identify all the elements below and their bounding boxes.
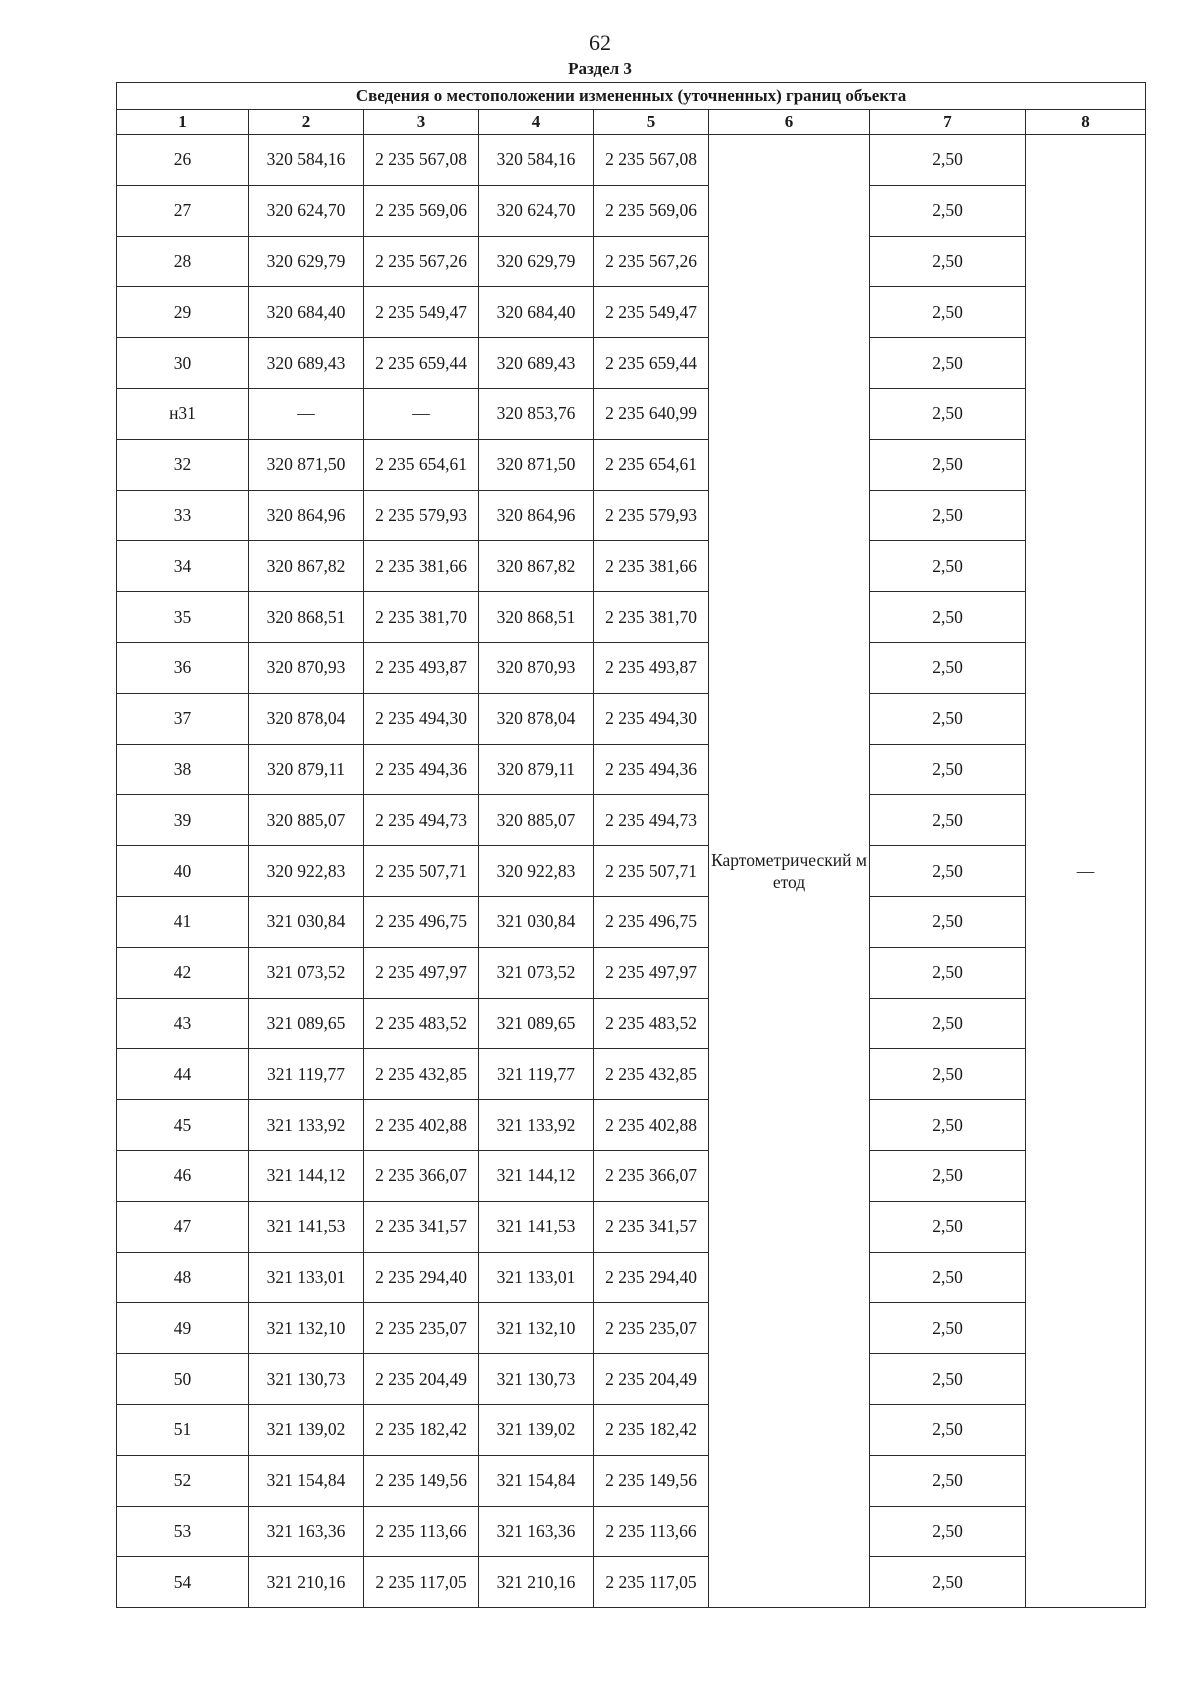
- y-new-cell: 2 235 204,49: [594, 1354, 709, 1405]
- x-new-cell: 321 130,73: [479, 1354, 594, 1405]
- y-old-cell: 2 235 235,07: [364, 1303, 479, 1354]
- table-row: [117, 744, 1146, 795]
- precision-cell: 2,50: [870, 947, 1026, 998]
- x-new-cell: 320 879,11: [479, 744, 594, 795]
- y-new-cell: 2 235 494,36: [594, 744, 709, 795]
- x-old-cell: 320 870,93: [249, 642, 364, 693]
- x-old-cell: 320 689,43: [249, 338, 364, 389]
- table-row: [117, 642, 1146, 693]
- y-old-cell: 2 235 493,87: [364, 642, 479, 693]
- y-old-cell: 2 235 117,05: [364, 1557, 479, 1608]
- x-old-cell: 321 030,84: [249, 896, 364, 947]
- y-new-cell: 2 235 235,07: [594, 1303, 709, 1354]
- y-new-cell: 2 235 569,06: [594, 185, 709, 236]
- column-8-cell: —: [1026, 135, 1146, 1608]
- y-old-cell: 2 235 654,61: [364, 439, 479, 490]
- y-new-cell: 2 235 493,87: [594, 642, 709, 693]
- x-new-cell: 320 878,04: [479, 693, 594, 744]
- y-old-cell: 2 235 494,36: [364, 744, 479, 795]
- point-id-cell: 32: [117, 439, 249, 490]
- y-new-cell: 2 235 497,97: [594, 947, 709, 998]
- point-id-cell: 39: [117, 795, 249, 846]
- y-new-cell: 2 235 341,57: [594, 1201, 709, 1252]
- x-old-cell: 321 139,02: [249, 1404, 364, 1455]
- y-new-cell: 2 235 149,56: [594, 1455, 709, 1506]
- point-id-cell: 47: [117, 1201, 249, 1252]
- precision-cell: 2,50: [870, 541, 1026, 592]
- point-id-cell: 34: [117, 541, 249, 592]
- table-row: [117, 693, 1146, 744]
- precision-cell: 2,50: [870, 896, 1026, 947]
- point-id-cell: 48: [117, 1252, 249, 1303]
- column-number-row: [117, 110, 1146, 135]
- x-old-cell: 320 871,50: [249, 439, 364, 490]
- point-id-cell: 51: [117, 1404, 249, 1455]
- y-new-cell: 2 235 579,93: [594, 490, 709, 541]
- x-new-cell: 320 885,07: [479, 795, 594, 846]
- point-id-cell: н31: [117, 388, 249, 439]
- precision-cell: 2,50: [870, 592, 1026, 643]
- point-id-cell: 43: [117, 998, 249, 1049]
- point-id-cell: 35: [117, 592, 249, 643]
- y-new-cell: 2 235 496,75: [594, 896, 709, 947]
- x-new-cell: 320 867,82: [479, 541, 594, 592]
- x-old-cell: 321 130,73: [249, 1354, 364, 1405]
- x-old-cell: 320 885,07: [249, 795, 364, 846]
- table-row: [117, 236, 1146, 287]
- x-old-cell: 320 922,83: [249, 846, 364, 897]
- y-old-cell: 2 235 432,85: [364, 1049, 479, 1100]
- x-new-cell: 320 584,16: [479, 135, 594, 186]
- y-new-cell: 2 235 654,61: [594, 439, 709, 490]
- x-new-cell: 320 853,76: [479, 388, 594, 439]
- y-old-cell: 2 235 567,26: [364, 236, 479, 287]
- precision-cell: 2,50: [870, 135, 1026, 186]
- precision-cell: 2,50: [870, 998, 1026, 1049]
- point-id-cell: 27: [117, 185, 249, 236]
- point-id-cell: 46: [117, 1150, 249, 1201]
- precision-cell: 2,50: [870, 1049, 1026, 1100]
- column-number: 8: [1026, 110, 1146, 135]
- x-new-cell: 320 864,96: [479, 490, 594, 541]
- table-body: [117, 135, 1146, 1608]
- x-old-cell: 321 132,10: [249, 1303, 364, 1354]
- y-old-cell: —: [364, 388, 479, 439]
- table-row: [117, 1455, 1146, 1506]
- precision-cell: 2,50: [870, 1303, 1026, 1354]
- point-id-cell: 50: [117, 1354, 249, 1405]
- table-row: [117, 795, 1146, 846]
- y-old-cell: 2 235 113,66: [364, 1506, 479, 1557]
- point-id-cell: 28: [117, 236, 249, 287]
- x-new-cell: 321 073,52: [479, 947, 594, 998]
- table-row: [117, 490, 1146, 541]
- x-old-cell: 320 629,79: [249, 236, 364, 287]
- table-row: [117, 185, 1146, 236]
- point-id-cell: 26: [117, 135, 249, 186]
- point-id-cell: 37: [117, 693, 249, 744]
- precision-cell: 2,50: [870, 1150, 1026, 1201]
- point-id-cell: 49: [117, 1303, 249, 1354]
- table-caption-row: [117, 83, 1146, 110]
- x-old-cell: 320 867,82: [249, 541, 364, 592]
- x-new-cell: 321 119,77: [479, 1049, 594, 1100]
- precision-cell: 2,50: [870, 1252, 1026, 1303]
- point-id-cell: 42: [117, 947, 249, 998]
- table-row: [117, 439, 1146, 490]
- table-row: [117, 947, 1146, 998]
- y-old-cell: 2 235 402,88: [364, 1100, 479, 1151]
- table-row: [117, 1252, 1146, 1303]
- x-old-cell: 320 684,40: [249, 287, 364, 338]
- y-new-cell: 2 235 182,42: [594, 1404, 709, 1455]
- x-old-cell: 321 154,84: [249, 1455, 364, 1506]
- x-new-cell: 321 141,53: [479, 1201, 594, 1252]
- y-old-cell: 2 235 341,57: [364, 1201, 479, 1252]
- point-id-cell: 38: [117, 744, 249, 795]
- x-old-cell: —: [249, 388, 364, 439]
- column-number: 3: [364, 110, 479, 135]
- x-old-cell: 320 878,04: [249, 693, 364, 744]
- x-new-cell: 321 089,65: [479, 998, 594, 1049]
- precision-cell: 2,50: [870, 388, 1026, 439]
- table-row: [117, 287, 1146, 338]
- point-id-cell: 36: [117, 642, 249, 693]
- column-number: 4: [479, 110, 594, 135]
- y-new-cell: 2 235 483,52: [594, 998, 709, 1049]
- y-old-cell: 2 235 569,06: [364, 185, 479, 236]
- point-id-cell: 30: [117, 338, 249, 389]
- x-new-cell: 320 870,93: [479, 642, 594, 693]
- y-new-cell: 2 235 567,26: [594, 236, 709, 287]
- x-new-cell: 321 133,92: [479, 1100, 594, 1151]
- x-old-cell: 321 163,36: [249, 1506, 364, 1557]
- y-old-cell: 2 235 496,75: [364, 896, 479, 947]
- point-id-cell: 52: [117, 1455, 249, 1506]
- y-old-cell: 2 235 182,42: [364, 1404, 479, 1455]
- table-row: [117, 541, 1146, 592]
- column-number: 1: [117, 110, 249, 135]
- table-row: [117, 1404, 1146, 1455]
- y-new-cell: 2 235 507,71: [594, 846, 709, 897]
- x-new-cell: 321 132,10: [479, 1303, 594, 1354]
- precision-cell: 2,50: [870, 642, 1026, 693]
- y-new-cell: 2 235 113,66: [594, 1506, 709, 1557]
- precision-cell: 2,50: [870, 795, 1026, 846]
- y-new-cell: 2 235 294,40: [594, 1252, 709, 1303]
- table-caption: Сведения о местоположении измененных (уточненных) границ объекта: [117, 83, 1146, 110]
- table-row: [117, 338, 1146, 389]
- table-row: [117, 388, 1146, 439]
- point-id-cell: 29: [117, 287, 249, 338]
- x-old-cell: 321 210,16: [249, 1557, 364, 1608]
- x-new-cell: 320 868,51: [479, 592, 594, 643]
- y-new-cell: 2 235 432,85: [594, 1049, 709, 1100]
- point-id-cell: 40: [117, 846, 249, 897]
- table-row: [117, 1150, 1146, 1201]
- y-old-cell: 2 235 204,49: [364, 1354, 479, 1405]
- y-new-cell: 2 235 117,05: [594, 1557, 709, 1608]
- point-id-cell: 54: [117, 1557, 249, 1608]
- x-old-cell: 320 624,70: [249, 185, 364, 236]
- point-id-cell: 53: [117, 1506, 249, 1557]
- table-row: [117, 1557, 1146, 1608]
- precision-cell: 2,50: [870, 693, 1026, 744]
- x-new-cell: 321 163,36: [479, 1506, 594, 1557]
- y-old-cell: 2 235 381,66: [364, 541, 479, 592]
- x-new-cell: 321 133,01: [479, 1252, 594, 1303]
- page-number: 62: [589, 30, 611, 55]
- x-new-cell: 320 922,83: [479, 846, 594, 897]
- column-number: 5: [594, 110, 709, 135]
- y-old-cell: 2 235 549,47: [364, 287, 479, 338]
- y-old-cell: 2 235 579,93: [364, 490, 479, 541]
- y-old-cell: 2 235 483,52: [364, 998, 479, 1049]
- x-old-cell: 321 133,01: [249, 1252, 364, 1303]
- x-new-cell: 320 624,70: [479, 185, 594, 236]
- precision-cell: 2,50: [870, 185, 1026, 236]
- table-row: [117, 1506, 1146, 1557]
- y-new-cell: 2 235 366,07: [594, 1150, 709, 1201]
- table-row: [117, 1049, 1146, 1100]
- x-new-cell: 320 684,40: [479, 287, 594, 338]
- x-new-cell: 321 139,02: [479, 1404, 594, 1455]
- y-new-cell: 2 235 381,70: [594, 592, 709, 643]
- precision-cell: 2,50: [870, 439, 1026, 490]
- x-old-cell: 321 073,52: [249, 947, 364, 998]
- x-new-cell: 321 030,84: [479, 896, 594, 947]
- y-new-cell: 2 235 640,99: [594, 388, 709, 439]
- column-number: 6: [709, 110, 870, 135]
- x-old-cell: 320 868,51: [249, 592, 364, 643]
- x-old-cell: 321 144,12: [249, 1150, 364, 1201]
- table-row: [117, 1201, 1146, 1252]
- precision-cell: 2,50: [870, 846, 1026, 897]
- precision-cell: 2,50: [870, 1404, 1026, 1455]
- x-old-cell: 321 089,65: [249, 998, 364, 1049]
- table-row: [117, 846, 1146, 897]
- precision-cell: 2,50: [870, 490, 1026, 541]
- point-id-cell: 41: [117, 896, 249, 947]
- precision-cell: 2,50: [870, 287, 1026, 338]
- y-old-cell: 2 235 507,71: [364, 846, 479, 897]
- precision-cell: 2,50: [870, 744, 1026, 795]
- table-row: [117, 1100, 1146, 1151]
- table-row: [117, 896, 1146, 947]
- x-new-cell: 321 144,12: [479, 1150, 594, 1201]
- precision-cell: 2,50: [870, 1506, 1026, 1557]
- y-old-cell: 2 235 294,40: [364, 1252, 479, 1303]
- y-old-cell: 2 235 567,08: [364, 135, 479, 186]
- table-row: [117, 1303, 1146, 1354]
- y-new-cell: 2 235 659,44: [594, 338, 709, 389]
- precision-cell: 2,50: [870, 1557, 1026, 1608]
- coordinates-table: [116, 82, 1146, 1608]
- precision-cell: 2,50: [870, 1201, 1026, 1252]
- precision-cell: 2,50: [870, 236, 1026, 287]
- y-new-cell: 2 235 494,30: [594, 693, 709, 744]
- y-new-cell: 2 235 549,47: [594, 287, 709, 338]
- method-cell: Картометрический метод: [709, 135, 870, 1608]
- x-new-cell: 320 871,50: [479, 439, 594, 490]
- y-old-cell: 2 235 149,56: [364, 1455, 479, 1506]
- y-new-cell: 2 235 381,66: [594, 541, 709, 592]
- x-new-cell: 321 154,84: [479, 1455, 594, 1506]
- table-row: [117, 998, 1146, 1049]
- y-old-cell: 2 235 494,30: [364, 693, 479, 744]
- y-new-cell: 2 235 494,73: [594, 795, 709, 846]
- x-old-cell: 320 584,16: [249, 135, 364, 186]
- precision-cell: 2,50: [870, 1354, 1026, 1405]
- point-id-cell: 33: [117, 490, 249, 541]
- column-number: 2: [249, 110, 364, 135]
- table-row: [117, 135, 1146, 186]
- x-new-cell: 321 210,16: [479, 1557, 594, 1608]
- precision-cell: 2,50: [870, 338, 1026, 389]
- x-new-cell: 320 689,43: [479, 338, 594, 389]
- y-old-cell: 2 235 381,70: [364, 592, 479, 643]
- x-new-cell: 320 629,79: [479, 236, 594, 287]
- column-number: 7: [870, 110, 1026, 135]
- x-old-cell: 320 864,96: [249, 490, 364, 541]
- y-old-cell: 2 235 659,44: [364, 338, 479, 389]
- precision-cell: 2,50: [870, 1455, 1026, 1506]
- section-title: Раздел 3: [568, 59, 632, 78]
- point-id-cell: 45: [117, 1100, 249, 1151]
- x-old-cell: 321 141,53: [249, 1201, 364, 1252]
- y-new-cell: 2 235 567,08: [594, 135, 709, 186]
- y-old-cell: 2 235 366,07: [364, 1150, 479, 1201]
- point-id-cell: 44: [117, 1049, 249, 1100]
- table-row: [117, 592, 1146, 643]
- y-new-cell: 2 235 402,88: [594, 1100, 709, 1151]
- y-old-cell: 2 235 494,73: [364, 795, 479, 846]
- precision-cell: 2,50: [870, 1100, 1026, 1151]
- table-row: [117, 1354, 1146, 1405]
- x-old-cell: 321 133,92: [249, 1100, 364, 1151]
- x-old-cell: 321 119,77: [249, 1049, 364, 1100]
- x-old-cell: 320 879,11: [249, 744, 364, 795]
- y-old-cell: 2 235 497,97: [364, 947, 479, 998]
